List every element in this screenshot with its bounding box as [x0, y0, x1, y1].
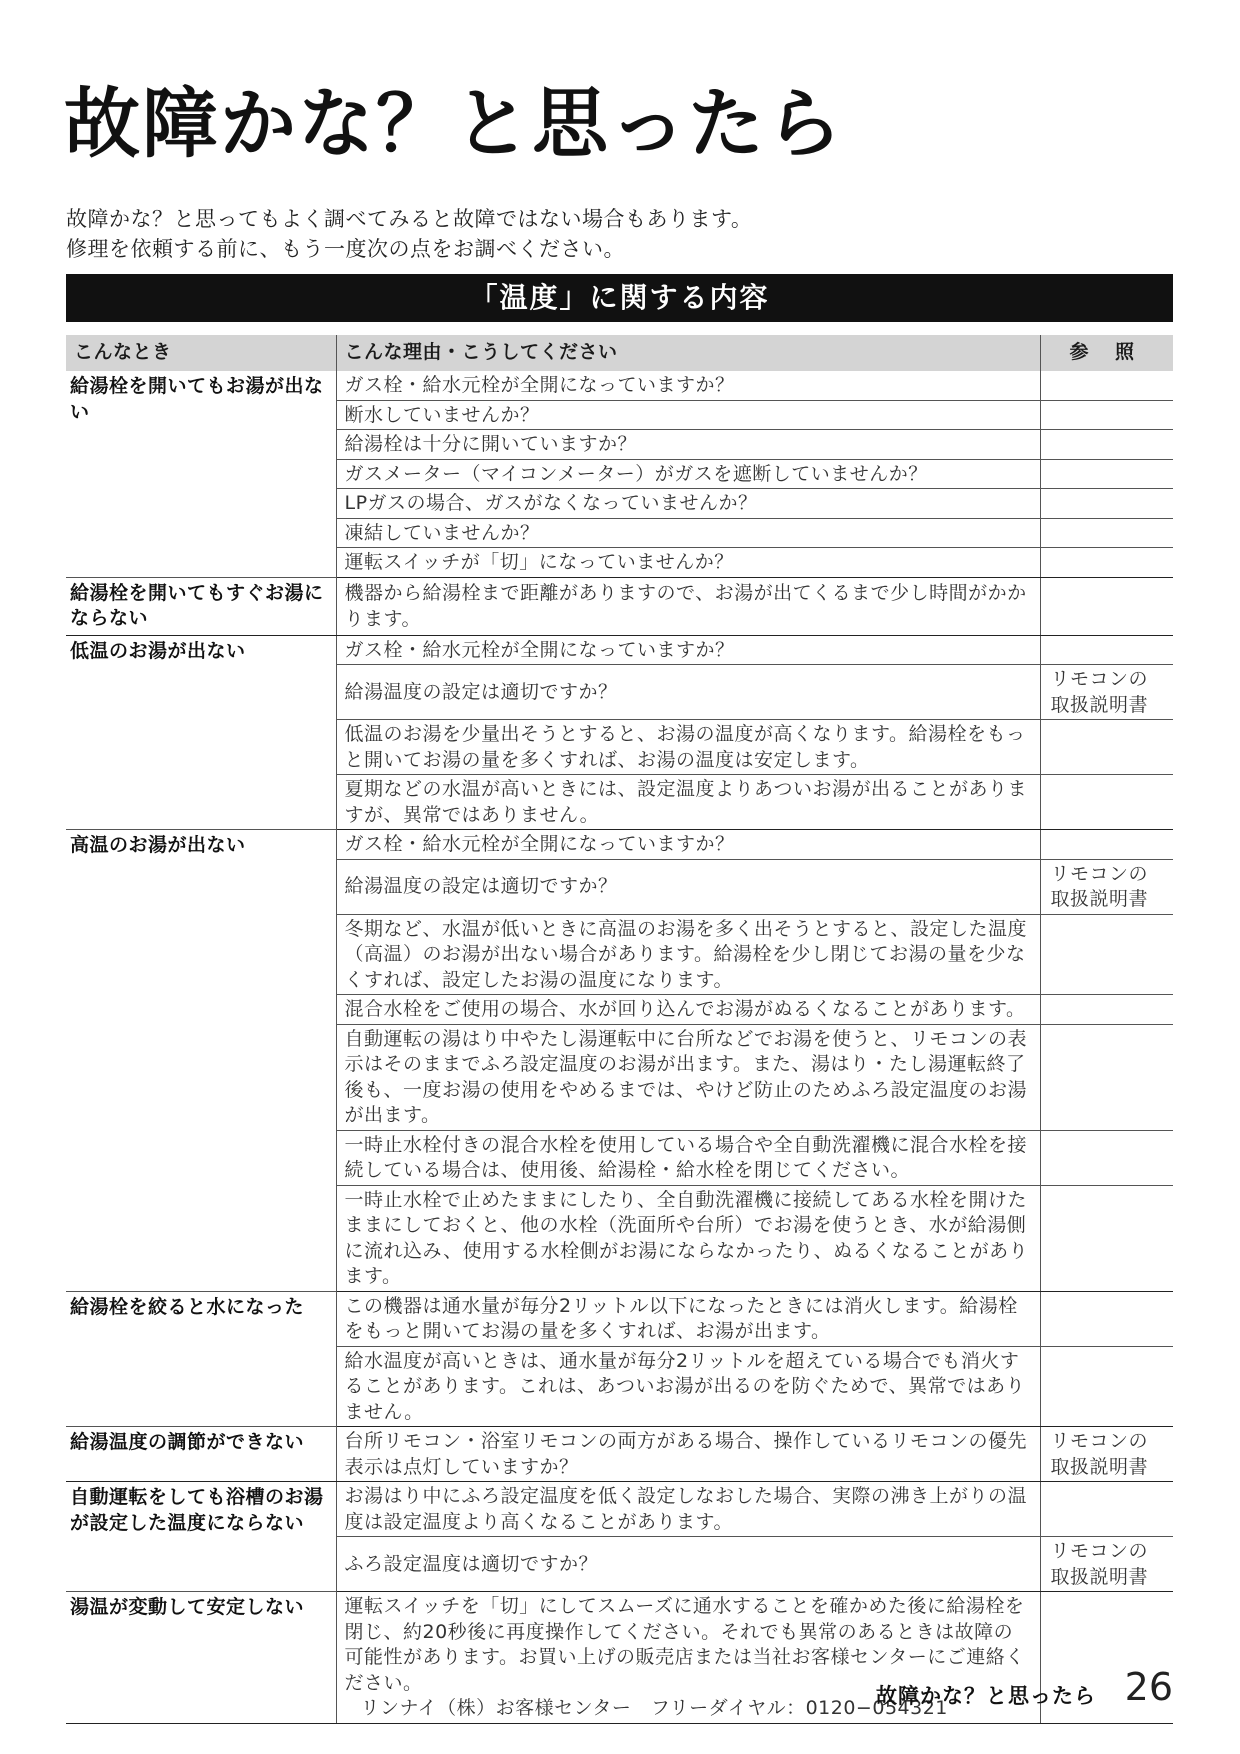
symptom-cell: 給湯栓を開いてもすぐお湯にならない [66, 577, 336, 635]
table-row [66, 1482, 1173, 1537]
ref-cell [1040, 775, 1173, 830]
reason-cell: LPガスの場合、ガスがなくなっていませんか？ [336, 489, 1040, 519]
reason-cell: 一時止水栓付きの混合水栓を使用している場合や全自動洗濯機に混合水栓を接続している場合は、使用後、給湯栓・給水栓を閉じてください。 [336, 1130, 1040, 1185]
ref-cell [1040, 489, 1173, 519]
reason-cell: 給湯栓は十分に開いていますか？ [336, 430, 1040, 460]
ref-cell [1040, 1130, 1173, 1185]
table-row [66, 635, 1173, 665]
ref-cell [1040, 430, 1173, 460]
section-title: 「温度」に関する内容 [66, 274, 1173, 322]
ref-cell [1040, 459, 1173, 489]
reason-cell: 台所リモコン・浴室リモコンの両方がある場合、操作しているリモコンの優先表示は点灯していますか？ [336, 1427, 1040, 1482]
column-header-when: こんなとき [66, 335, 336, 371]
reason-cell: 混合水栓をご使用の場合、水が回り込んでお湯がぬるくなることがあります。 [336, 995, 1040, 1025]
reason-cell: 自動運転の湯はり中やたし湯運転中に台所などでお湯を使うと、リモコンの表示はそのままでふろ設定温度のお湯が出ます。また、湯はり・たし湯運転終了後も、一度お湯の使用をやめるまでは、やけど防止のためふろ設定温度のお湯が出ます。 [336, 1024, 1040, 1130]
ref-cell [1040, 1346, 1173, 1427]
ref-cell: リモコンの取扱説明書 [1040, 665, 1173, 720]
reason-cell: 運転スイッチが「切」になっていませんか？ [336, 548, 1040, 578]
reason-cell: 夏期などの水温が高いときには、設定温度よりあついお湯が出ることがありますが、異常ではありません。 [336, 775, 1040, 830]
symptom-cell: 高温のお湯が出ない [66, 830, 336, 1292]
ref-cell [1040, 914, 1173, 995]
reason-cell: ガス栓・給水元栓が全開になっていますか？ [336, 830, 1040, 860]
page-title: 故障かな？と思ったら [64, 79, 844, 168]
ref-cell [1040, 400, 1173, 430]
ref-cell: リモコンの取扱説明書 [1040, 859, 1173, 914]
table-row [66, 1427, 1173, 1482]
symptom-cell: 自動運転をしても浴槽のお湯が設定した温度にならない [66, 1482, 336, 1592]
table-row [66, 830, 1173, 860]
ref-cell [1040, 1185, 1173, 1291]
customer-center-contact: リンナイ（株）お客様センター フリーダイヤル：0120−054321 [360, 1697, 948, 1719]
ref-cell [1040, 548, 1173, 578]
page-number: 26 [1124, 1665, 1173, 1709]
intro-text [66, 204, 752, 264]
troubleshooting-table [66, 335, 1173, 1724]
ref-cell: リモコンの取扱説明書 [1040, 1537, 1173, 1592]
reason-cell: 給湯温度の設定は適切ですか？ [336, 665, 1040, 720]
reason-cell: ふろ設定温度は適切ですか？ [336, 1537, 1040, 1592]
symptom-cell: 給湯栓を開いてもお湯が出ない [66, 371, 336, 577]
reason-cell: 凍結していませんか？ [336, 518, 1040, 548]
table-row [66, 371, 1173, 400]
reason-cell: 一時止水栓で止めたままにしたり、全自動洗濯機に接続してある水栓を開けたままにしておくと、他の水栓（洗面所や台所）でお湯を使うとき、水が給湯側に流れ込み、使用する水栓側がお湯にならなかったり、ぬるくなることがあります。 [336, 1185, 1040, 1291]
table-row [66, 577, 1173, 635]
table-header-row [66, 335, 1173, 371]
column-header-reason: こんな理由・こうしてください [336, 335, 1040, 371]
reason-cell: ガス栓・給水元栓が全開になっていますか？ [336, 371, 1040, 400]
symptom-cell: 給湯温度の調節ができない [66, 1427, 336, 1482]
ref-cell [1040, 518, 1173, 548]
ref-cell [1040, 577, 1173, 635]
ref-cell [1040, 1024, 1173, 1130]
reason-cell: 低温のお湯を少量出そうとすると、お湯の温度が高くなります。給湯栓をもっと開いてお湯の量を多くすれば、お湯の温度は安定します。 [336, 720, 1040, 775]
table-row [66, 1291, 1173, 1346]
reason-cell: 冬期など、水温が低いときに高温のお湯を多く出そうとすると、設定した温度（高温）のお湯が出ない場合があります。給湯栓を少し閉じてお湯の量を少なくすれば、設定したお湯の温度になります。 [336, 914, 1040, 995]
column-header-ref: 参 照 [1040, 335, 1173, 371]
ref-cell: リモコンの取扱説明書 [1040, 1427, 1173, 1482]
symptom-cell: 湯温が変動して安定しない [66, 1592, 336, 1724]
ref-cell [1040, 635, 1173, 665]
ref-cell [1040, 720, 1173, 775]
reason-cell: 機器から給湯栓まで距離がありますので、お湯が出てくるまで少し時間がかかります。 [336, 577, 1040, 635]
reason-cell: お湯はり中にふろ設定温度を低く設定しなおした場合、実際の沸き上がりの温度は設定温度より高くなることがあります。 [336, 1482, 1040, 1537]
ref-cell [1040, 830, 1173, 860]
footer-section-label: 故障かな？と思ったら [876, 1684, 1096, 1708]
reason-cell: この機器は通水量が毎分2リットル以下になったときには消火します。給湯栓をもっと開いてお湯の量を多くすれば、お湯が出ます。 [336, 1291, 1040, 1346]
reason-text: 運転スイッチを「切」にしてスムーズに通水することを確かめた後に給湯栓を閉じ、約20秒後に再度操作してください。それでも異常のあるときは故障の可能性があります。お買い上げの販売店または当社お客様センターにご連絡ください。 [344, 1595, 1025, 1694]
ref-cell [1040, 1482, 1173, 1537]
reason-cell: 給湯温度の設定は適切ですか？ [336, 859, 1040, 914]
symptom-cell: 給湯栓を絞ると水になった [66, 1291, 336, 1427]
reason-cell: ガスメーター（マイコンメーター）がガスを遮断していませんか？ [336, 459, 1040, 489]
symptom-cell: 低温のお湯が出ない [66, 635, 336, 830]
intro-line: 故障かな？と思ってもよく調べてみると故障ではない場合もあります。 [66, 207, 753, 231]
ref-cell [1040, 995, 1173, 1025]
ref-cell [1040, 1291, 1173, 1346]
reason-cell: 給水温度が高いときは、通水量が毎分2リットルを超えている場合でも消火することがあります。これは、あついお湯が出るのを防ぐためで、異常ではありません。 [336, 1346, 1040, 1427]
reason-cell: 断水していませんか？ [336, 400, 1040, 430]
reason-cell: ガス栓・給水元栓が全開になっていますか？ [336, 635, 1040, 665]
intro-line: 修理を依頼する前に、もう一度次の点をお調べください。 [66, 237, 625, 261]
ref-cell [1040, 371, 1173, 400]
